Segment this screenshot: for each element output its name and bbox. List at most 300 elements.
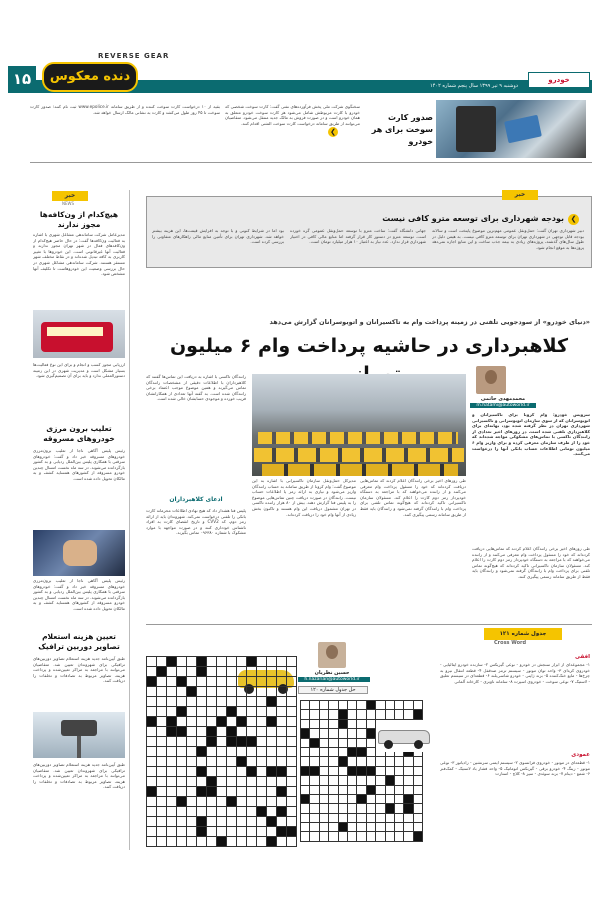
grid-cell[interactable] (257, 827, 267, 837)
grid-cell[interactable] (167, 797, 177, 807)
grid-cell[interactable] (237, 667, 247, 677)
grid-cell[interactable] (247, 717, 257, 727)
grid-cell[interactable] (147, 777, 157, 787)
grid-cell[interactable] (257, 767, 267, 777)
grid-cell[interactable] (267, 677, 277, 687)
grid-cell[interactable] (147, 737, 157, 747)
grid-cell[interactable] (277, 827, 287, 837)
grid-cell[interactable] (267, 697, 277, 707)
grid-cell[interactable] (177, 657, 187, 667)
grid-cell[interactable] (177, 837, 187, 847)
grid-cell[interactable] (277, 687, 287, 697)
grid-cell[interactable] (287, 797, 297, 807)
grid-cell[interactable] (157, 737, 167, 747)
grid-cell[interactable] (207, 807, 217, 817)
grid-cell[interactable] (187, 807, 197, 817)
grid-cell[interactable] (147, 807, 157, 817)
grid-cell[interactable] (217, 787, 227, 797)
grid-cell[interactable] (227, 797, 237, 807)
grid-cell[interactable] (197, 657, 207, 667)
grid-cell[interactable] (227, 677, 237, 687)
grid-cell (301, 766, 310, 775)
grid-cell[interactable] (177, 727, 187, 737)
grid-cell[interactable] (257, 807, 267, 817)
grid-cell[interactable] (247, 747, 257, 757)
grid-cell[interactable] (207, 687, 217, 697)
grid-cell[interactable] (207, 677, 217, 687)
grid-cell[interactable] (277, 777, 287, 787)
grid-cell[interactable] (287, 717, 297, 727)
grid-cell[interactable] (177, 747, 187, 757)
grid-cell[interactable] (177, 827, 187, 837)
grid-cell[interactable] (177, 717, 187, 727)
grid-cell[interactable] (147, 667, 157, 677)
grid-cell[interactable] (267, 667, 277, 677)
grid-cell[interactable] (147, 717, 157, 727)
grid-cell (347, 813, 356, 822)
grid-cell[interactable] (247, 697, 257, 707)
grid-cell[interactable] (237, 697, 247, 707)
grid-cell[interactable] (237, 707, 247, 717)
grid-cell[interactable] (227, 697, 237, 707)
grid-cell[interactable] (187, 657, 197, 667)
grid-cell[interactable] (167, 747, 177, 757)
grid-cell[interactable] (197, 677, 207, 687)
grid-cell[interactable] (267, 827, 277, 837)
grid-cell[interactable] (167, 767, 177, 777)
grid-cell[interactable] (207, 797, 217, 807)
grid-cell[interactable] (157, 807, 167, 817)
grid-cell[interactable] (167, 717, 177, 727)
grid-cell[interactable] (247, 767, 257, 777)
grid-cell[interactable] (277, 677, 287, 687)
grid-cell[interactable] (277, 807, 287, 817)
grid-cell[interactable] (247, 807, 257, 817)
grid-cell[interactable] (207, 827, 217, 837)
grid-cell[interactable] (277, 787, 287, 797)
grid-cell[interactable] (187, 707, 197, 717)
grid-cell[interactable] (197, 697, 207, 707)
news-box-tag (502, 190, 538, 200)
grid-cell[interactable] (227, 757, 237, 767)
grid-cell[interactable] (237, 737, 247, 747)
grid-cell[interactable] (257, 787, 267, 797)
grid-cell[interactable] (287, 837, 297, 847)
grid-cell[interactable] (187, 757, 197, 767)
grid-cell[interactable] (287, 787, 297, 797)
grid-cell[interactable] (267, 737, 277, 747)
grid-cell[interactable] (147, 827, 157, 837)
grid-cell[interactable] (167, 707, 177, 717)
grid-cell[interactable] (257, 817, 267, 827)
grid-cell[interactable] (157, 747, 167, 757)
news-box-body1: دبیر شهرداری تهران گفت: حمل‌ونقل عمومی مهم‌ترین موضوع پایتخت است و سالانه بودجه قابل توجهی در شهرداری تهران برای توسعه مترو کافی نیست. به هیمن دلیل در طول سال‌های گذشته، پروژه‌های زیادی به بیمه جذب ساخت و این منابع اجازه نمی‌دهد پروژه‌ها به موقع انجام شود. (432, 228, 584, 250)
grid-cell[interactable] (207, 697, 217, 707)
grid-cell[interactable] (277, 727, 287, 737)
grid-cell[interactable] (197, 757, 207, 767)
grid-cell[interactable] (247, 797, 257, 807)
grid-cell[interactable] (197, 797, 207, 807)
grid-cell[interactable] (227, 747, 237, 757)
grid-cell[interactable] (147, 687, 157, 697)
grid-cell[interactable] (147, 797, 157, 807)
grid-cell[interactable] (167, 837, 177, 847)
grid-cell[interactable] (227, 657, 237, 667)
grid-cell[interactable] (237, 807, 247, 817)
grid-cell[interactable] (257, 747, 267, 757)
grid-cell[interactable] (257, 757, 267, 767)
grid-cell[interactable] (217, 797, 227, 807)
grid-cell[interactable] (167, 817, 177, 827)
grid-cell[interactable] (247, 677, 257, 687)
grid-cell[interactable] (207, 707, 217, 717)
grid-cell[interactable] (197, 787, 207, 797)
grid-cell[interactable] (227, 777, 237, 787)
grid-cell[interactable] (287, 707, 297, 717)
grid-cell[interactable] (197, 707, 207, 717)
grid-cell[interactable] (287, 747, 297, 757)
grid-cell[interactable] (157, 837, 167, 847)
grid-cell[interactable] (177, 687, 187, 697)
grid-cell[interactable] (147, 767, 157, 777)
grid-cell[interactable] (277, 767, 287, 777)
grid-cell[interactable] (187, 687, 197, 697)
grid-cell[interactable] (237, 817, 247, 827)
grid-cell[interactable] (257, 777, 267, 787)
grid-cell[interactable] (247, 837, 257, 847)
grid-cell[interactable] (247, 657, 257, 667)
grid-cell[interactable] (287, 827, 297, 837)
grid-cell[interactable] (157, 727, 167, 737)
grid-cell[interactable] (157, 757, 167, 767)
grid-cell[interactable] (187, 697, 197, 707)
grid-cell[interactable] (257, 717, 267, 727)
grid-cell (385, 794, 394, 803)
grid-cell[interactable] (207, 777, 217, 787)
grid-cell[interactable] (177, 667, 187, 677)
grid-cell[interactable] (277, 697, 287, 707)
grid-cell[interactable] (147, 757, 157, 767)
grid-cell[interactable] (217, 687, 227, 697)
grid-cell[interactable] (177, 787, 187, 797)
grid-cell[interactable] (267, 777, 277, 787)
grid-cell[interactable] (267, 747, 277, 757)
grid-cell[interactable] (157, 797, 167, 807)
grid-cell[interactable] (147, 677, 157, 687)
grid-cell[interactable] (237, 837, 247, 847)
grid-cell[interactable] (167, 657, 177, 667)
grid-cell[interactable] (217, 677, 227, 687)
grid-cell[interactable] (167, 727, 177, 737)
grid-cell[interactable] (217, 727, 227, 737)
grid-cell[interactable] (217, 697, 227, 707)
grid-cell[interactable] (187, 827, 197, 837)
grid-cell[interactable] (267, 837, 277, 847)
grid-cell[interactable] (287, 777, 297, 787)
grid-cell[interactable] (267, 717, 277, 727)
grid-cell[interactable] (237, 757, 247, 767)
grid-cell[interactable] (207, 837, 217, 847)
grid-cell[interactable] (177, 737, 187, 747)
grid-cell[interactable] (177, 677, 187, 687)
grid-cell[interactable] (207, 767, 217, 777)
grid-cell[interactable] (237, 827, 247, 837)
grid-cell[interactable] (187, 817, 197, 827)
grid-cell[interactable] (147, 657, 157, 667)
grid-cell[interactable] (147, 817, 157, 827)
grid-cell[interactable] (237, 727, 247, 737)
grid-cell[interactable] (287, 757, 297, 767)
grid-cell[interactable] (227, 817, 237, 827)
grid-cell[interactable] (187, 717, 197, 727)
left-b1b: ارزیابی مجوز کسب و انجام و برای این نوع فعالیت‌ها بسیار مشکل است و مدیریت شهری در این زمینه دستورالعملی ندارد و باید برای آن تصمیم‌گیری شود. (33, 362, 125, 379)
grid-cell[interactable] (247, 817, 257, 827)
grid-cell[interactable] (247, 727, 257, 737)
grid-cell[interactable] (177, 697, 187, 707)
grid-cell[interactable] (197, 667, 207, 677)
grid-cell[interactable] (207, 787, 217, 797)
grid-cell[interactable] (167, 667, 177, 677)
grid-cell[interactable] (147, 727, 157, 737)
grid-cell[interactable] (217, 807, 227, 817)
grid-cell[interactable] (187, 837, 197, 847)
grid-cell[interactable] (187, 767, 197, 777)
grid-cell[interactable] (227, 737, 237, 747)
grid-cell[interactable] (217, 837, 227, 847)
grid-cell[interactable] (267, 727, 277, 737)
grid-cell (310, 804, 319, 813)
grid-cell[interactable] (227, 707, 237, 717)
grid-cell (376, 710, 385, 719)
grid-cell[interactable] (187, 797, 197, 807)
grid-cell[interactable] (287, 727, 297, 737)
grid-cell[interactable] (217, 757, 227, 767)
grid-cell[interactable] (207, 727, 217, 737)
grid-cell[interactable] (167, 677, 177, 687)
grid-cell[interactable] (157, 717, 167, 727)
grid-cell[interactable] (207, 757, 217, 767)
grid-cell[interactable] (257, 697, 267, 707)
grid-cell[interactable] (237, 787, 247, 797)
grid-cell[interactable] (237, 767, 247, 777)
grid-cell[interactable] (277, 757, 287, 767)
grid-cell[interactable] (197, 837, 207, 847)
grid-cell[interactable] (197, 777, 207, 787)
grid-cell[interactable] (227, 807, 237, 817)
grid-cell[interactable] (277, 837, 287, 847)
grid-cell[interactable] (237, 657, 247, 667)
grid-cell[interactable] (177, 797, 187, 807)
grid-cell[interactable] (277, 717, 287, 727)
grid-cell[interactable] (227, 667, 237, 677)
grid-cell[interactable] (217, 767, 227, 777)
grid-cell[interactable] (267, 787, 277, 797)
grid-cell[interactable] (207, 747, 217, 757)
grid-cell[interactable] (207, 717, 217, 727)
grid-cell[interactable] (217, 777, 227, 787)
grid-cell[interactable] (177, 777, 187, 787)
grid-cell[interactable] (197, 737, 207, 747)
grid-cell[interactable] (257, 687, 267, 697)
grid-cell[interactable] (247, 757, 257, 767)
grid-cell[interactable] (277, 747, 287, 757)
grid-cell[interactable] (287, 817, 297, 827)
grid-cell[interactable] (277, 797, 287, 807)
grid-cell[interactable] (157, 657, 167, 667)
grid-cell[interactable] (287, 687, 297, 697)
grid-cell[interactable] (207, 657, 217, 667)
grid-cell[interactable] (167, 807, 177, 817)
grid-cell[interactable] (267, 687, 277, 697)
grid-cell[interactable] (227, 717, 237, 727)
grid-cell[interactable] (247, 787, 257, 797)
grid-cell[interactable] (167, 827, 177, 837)
grid-cell[interactable] (147, 747, 157, 757)
grid-cell[interactable] (247, 827, 257, 837)
grid-cell[interactable] (277, 667, 287, 677)
grid-cell[interactable] (167, 777, 177, 787)
grid-cell[interactable] (227, 837, 237, 847)
grid-cell[interactable] (277, 707, 287, 717)
grid-cell[interactable] (217, 707, 227, 717)
grid-cell (301, 813, 310, 822)
grid-cell[interactable] (257, 797, 267, 807)
grid-cell[interactable] (257, 737, 267, 747)
grid-cell[interactable] (237, 687, 247, 697)
grid-cell[interactable] (267, 767, 277, 777)
grid-cell[interactable] (257, 837, 267, 847)
grid-cell[interactable] (237, 777, 247, 787)
grid-cell[interactable] (287, 807, 297, 817)
grid-cell[interactable] (247, 737, 257, 747)
grid-cell[interactable] (287, 697, 297, 707)
grid-cell[interactable] (267, 817, 277, 827)
grid-cell[interactable] (237, 677, 247, 687)
grid-cell[interactable] (277, 737, 287, 747)
grid-cell[interactable] (267, 657, 277, 667)
grid-cell[interactable] (177, 817, 187, 827)
grid-cell[interactable] (277, 817, 287, 827)
main-col-b: مدیرکل حمل‌ونقل سازمان تاکسیرانی با اشاره به این موضوع گفت: وام کرونا از طریق سامانه به حساب رانندگان واریز می‌شود و نیازی به ارائه رمز یا اطلاعات حساب نیست. رانندگان در صورت دریافت چنین تماس‌هایی موضوع را به پلیس فتا گزارش دهند. بیش از ۸۰ هزار راننده تاکسی در تهران مشمول دریافت این وام هستند و تاکنون بخش زیادی از آنها وام خود را دریافت کرده‌اند. (252, 478, 356, 517)
grid-cell[interactable] (167, 697, 177, 707)
grid-cell[interactable] (217, 747, 227, 757)
grid-cell[interactable] (157, 667, 167, 677)
grid-cell[interactable] (147, 697, 157, 707)
grid-cell[interactable] (267, 797, 277, 807)
grid-cell[interactable] (157, 697, 167, 707)
grid-cell[interactable] (177, 707, 187, 717)
grid-cell[interactable] (187, 787, 197, 797)
grid-cell[interactable] (197, 727, 207, 737)
grid-cell[interactable] (227, 787, 237, 797)
grid-cell[interactable] (247, 667, 257, 677)
grid-cell[interactable] (197, 807, 207, 817)
grid-cell[interactable] (177, 757, 187, 767)
grid-cell[interactable] (217, 827, 227, 837)
grid-cell[interactable] (237, 797, 247, 807)
grid-cell[interactable] (237, 747, 247, 757)
grid-cell[interactable] (277, 657, 287, 667)
grid-cell[interactable] (207, 737, 217, 747)
grid-cell[interactable] (227, 687, 237, 697)
grid-cell[interactable] (147, 787, 157, 797)
grid-cell[interactable] (287, 657, 297, 667)
grid-cell[interactable] (257, 657, 267, 667)
grid-cell (338, 776, 347, 785)
grid-cell[interactable] (197, 687, 207, 697)
grid-cell[interactable] (157, 827, 167, 837)
grid-cell[interactable] (287, 677, 297, 687)
grid-cell[interactable] (187, 677, 197, 687)
grid-cell[interactable] (227, 767, 237, 777)
grid-cell[interactable] (197, 817, 207, 827)
grid-cell[interactable] (287, 737, 297, 747)
grid-cell[interactable] (197, 747, 207, 757)
grid-cell[interactable] (217, 737, 227, 747)
grid-cell[interactable] (187, 747, 197, 757)
grid-cell[interactable] (227, 827, 237, 837)
grid-cell[interactable] (187, 667, 197, 677)
grid-cell (404, 832, 413, 841)
grid-cell[interactable] (217, 817, 227, 827)
grid-cell[interactable] (157, 687, 167, 697)
grid-cell[interactable] (287, 667, 297, 677)
grid-cell[interactable] (147, 837, 157, 847)
grid-cell[interactable] (147, 707, 157, 717)
grid-cell[interactable] (217, 657, 227, 667)
grid-cell[interactable] (267, 757, 277, 767)
grid-cell[interactable] (247, 687, 257, 697)
grid-cell[interactable] (177, 807, 187, 817)
grid-cell[interactable] (217, 717, 227, 727)
grid-cell[interactable] (167, 737, 177, 747)
grid-cell[interactable] (227, 727, 237, 737)
crossword-grid[interactable] (146, 656, 297, 847)
grid-cell[interactable] (197, 717, 207, 727)
grid-cell[interactable] (187, 737, 197, 747)
grid-cell[interactable] (157, 767, 167, 777)
grid-cell[interactable] (157, 707, 167, 717)
grid-cell[interactable] (217, 667, 227, 677)
grid-cell[interactable] (197, 827, 207, 837)
grid-cell[interactable] (167, 687, 177, 697)
grid-cell[interactable] (187, 727, 197, 737)
grid-cell[interactable] (247, 777, 257, 787)
grid-cell[interactable] (207, 667, 217, 677)
grid-cell (347, 757, 356, 766)
grid-cell[interactable] (197, 767, 207, 777)
grid-cell[interactable] (267, 707, 277, 717)
grid-cell[interactable] (157, 677, 167, 687)
grid-cell[interactable] (167, 787, 177, 797)
grid-cell[interactable] (177, 767, 187, 777)
grid-cell[interactable] (157, 787, 167, 797)
grid-cell[interactable] (287, 767, 297, 777)
grid-cell[interactable] (257, 727, 267, 737)
grid-cell[interactable] (157, 817, 167, 827)
grid-cell[interactable] (187, 777, 197, 787)
grid-cell[interactable] (157, 777, 167, 787)
grid-cell[interactable] (257, 667, 267, 677)
grid-cell[interactable] (257, 677, 267, 687)
grid-cell[interactable] (167, 757, 177, 767)
grid-cell[interactable] (257, 707, 267, 717)
grid-cell[interactable] (237, 717, 247, 727)
grid-cell[interactable] (207, 817, 217, 827)
grid-cell[interactable] (267, 807, 277, 817)
grid-cell[interactable] (247, 707, 257, 717)
grid-cell (347, 776, 356, 785)
